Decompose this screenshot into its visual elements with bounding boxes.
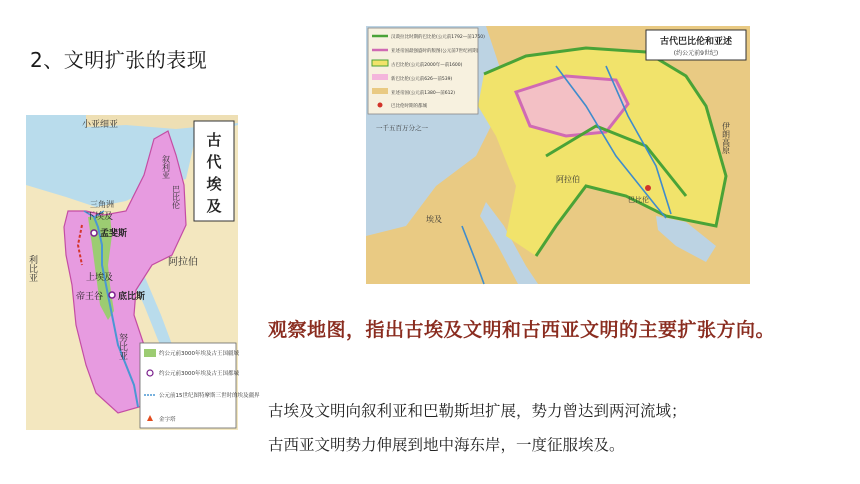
map-subtitle: (约公元前9世纪) (673, 50, 719, 57)
memphis-marker (91, 230, 97, 236)
map-title-char: 及 (206, 197, 222, 215)
legend-swatch (372, 60, 388, 66)
legend-text: 汉谟拉比时期的巴比伦(公元前1792—前1750) (391, 35, 485, 40)
question-text: 观察地图，指出古埃及文明和古西亚文明的主要扩张方向。 (268, 319, 776, 341)
map-legend (368, 28, 478, 114)
label-valley-of-kings: 帝王谷 (76, 292, 104, 302)
label-arabia: 阿拉伯 (168, 257, 198, 268)
label-babylon: 巴比伦 (628, 196, 649, 204)
label-delta: 三角洲 (90, 200, 114, 209)
legend-text: 约公元前3000年埃及古王国疆域 (159, 351, 239, 357)
legend-swatch (372, 74, 388, 80)
legend-text: 约公元前3000年埃及古王国都城 (159, 371, 239, 377)
legend-text: 古巴比伦(公元前2000年—前1600) (391, 63, 463, 68)
answer-block (268, 394, 848, 462)
legend-swatch (372, 88, 388, 94)
label-iran-plateau: 伊朗高原 (721, 122, 731, 154)
thebes-marker (109, 292, 115, 298)
label-memphis: 孟斐斯 (100, 229, 128, 239)
babylon-marker (645, 185, 651, 191)
map-scale: 一千五百万分之一 (376, 124, 428, 132)
label-libya: 利比亚 (27, 255, 37, 282)
answer-line: 古埃及文明向叙利亚和巴勒斯坦扩展，势力曾达到两河流域； (268, 402, 687, 420)
babylon-assyria-map-svg (366, 26, 750, 284)
legend-capital-icon (147, 370, 153, 376)
legend-text: 巴比伦时期的都城 (391, 104, 427, 109)
ancient-egypt-map-svg (26, 115, 260, 430)
legend-capital-icon (378, 103, 383, 108)
legend-swatch-kingdom (144, 349, 156, 357)
ancient-egypt-map (26, 115, 260, 430)
answer-line: 古西亚文明势力伸展到地中海东岸，一度征服埃及。 (268, 436, 625, 454)
label-asia-minor: 小亚细亚 (82, 120, 119, 130)
legend-text: 亚述帝国最强盛时的版图(公元前7世纪初期) (391, 49, 479, 54)
legend-text: 新巴比伦(公元前626—前539) (391, 77, 453, 82)
map-title-char: 古 (206, 131, 222, 149)
label-babylon: 巴比伦 (171, 185, 181, 209)
label-thebes: 底比斯 (118, 292, 146, 302)
legend-text: 金字塔 (159, 417, 176, 423)
babylon-assyria-map (366, 26, 750, 284)
map-title-char: 埃 (206, 175, 222, 193)
label-egypt: 埃及 (426, 215, 442, 224)
slide-heading: 2、文明扩张的表现 (30, 48, 208, 72)
map-title-char: 代 (206, 153, 222, 171)
label-lower-egypt: 下埃及 (86, 212, 114, 222)
legend-text: 亚述帝国(公元前1380—前612) (391, 91, 456, 96)
map-title: 古代巴比伦和亚述 (659, 37, 733, 47)
label-syria: 叙利亚 (161, 155, 171, 179)
label-upper-egypt: 上埃及 (86, 273, 114, 283)
legend-text: 公元前15世纪图特摩斯三世时的埃及疆界 (159, 393, 260, 399)
label-arabia: 阿拉伯 (556, 175, 580, 184)
label-nubia: 努比亚 (117, 333, 127, 360)
